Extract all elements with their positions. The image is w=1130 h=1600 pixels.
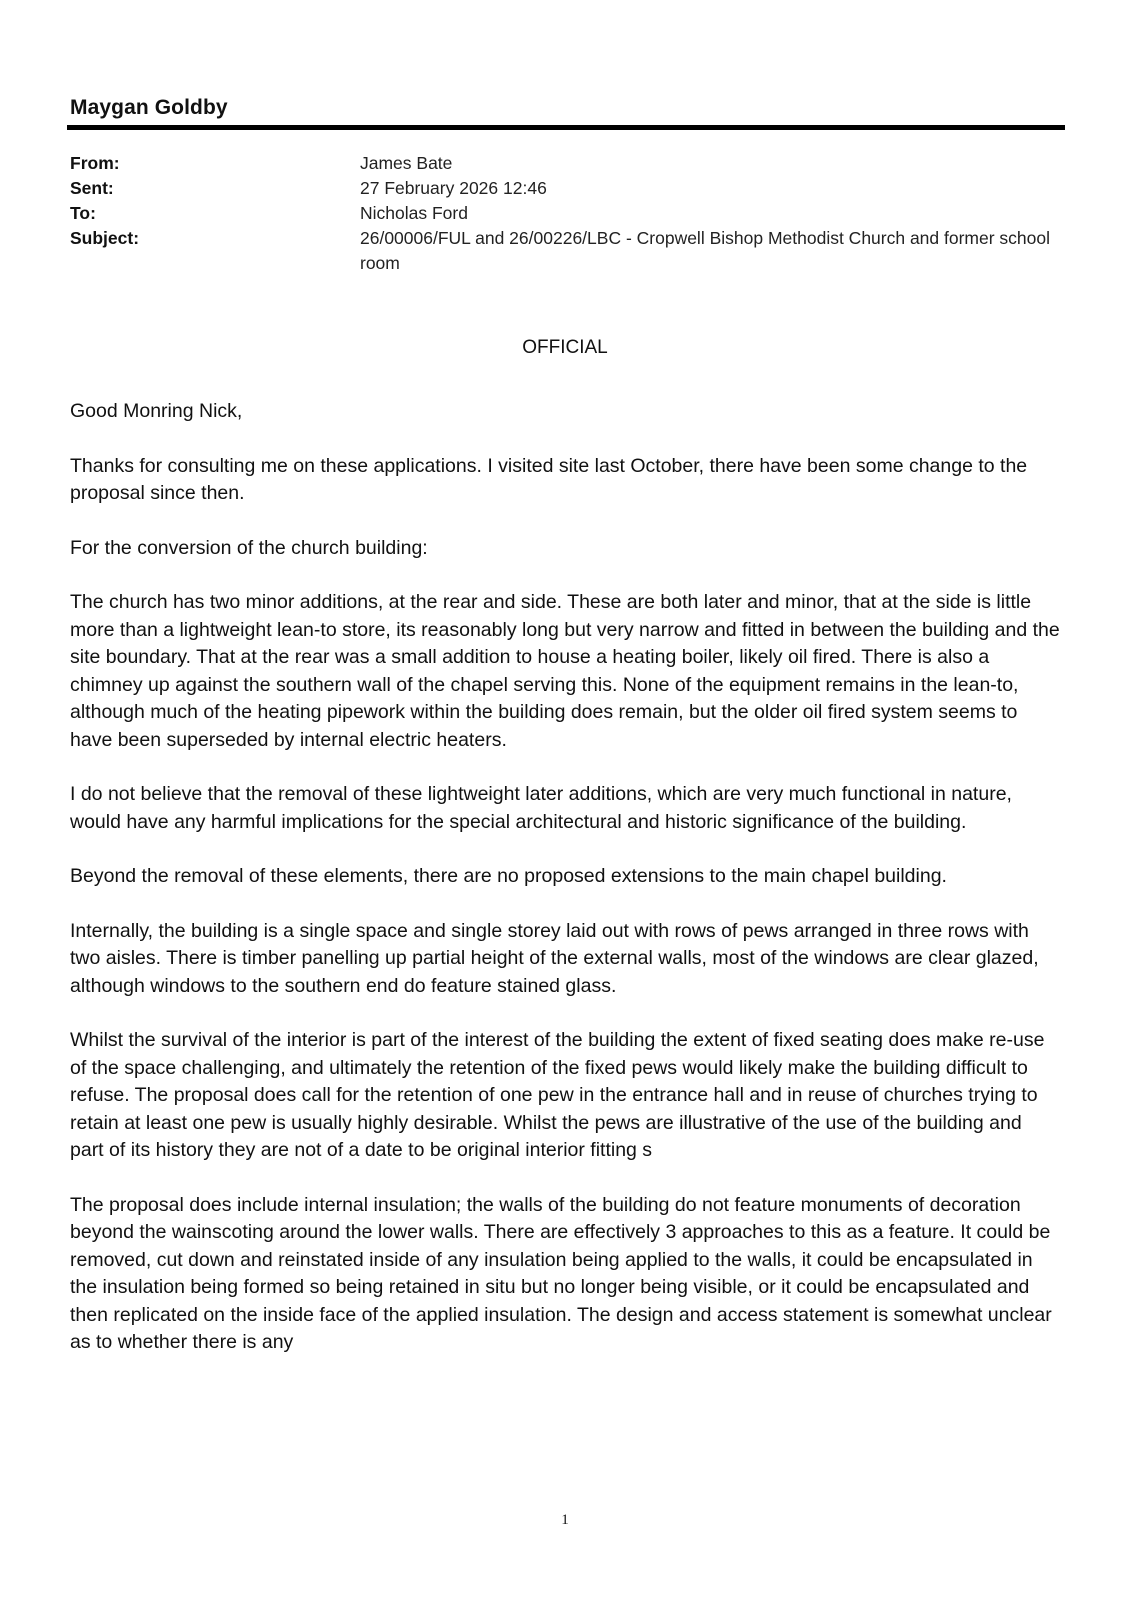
greeting: Good Monring Nick, [70, 400, 243, 422]
from-label: From: [70, 153, 120, 173]
body-paragraph: Whilst the survival of the interior is part of the interest of the building the extent of fixed seating does make re-use of the space challenging, and ultimately the retention of the fixed pews would likely make the building difficult to refuse. The proposal does call for the retention of one pew in the entrance hall and in reuse of churches trying to retain at least one pew is usually highly desirable. Whilst the pews are illustrative of the use of the building and part of its history they are not of a date to be original interior fitting s [70, 1029, 1045, 1161]
to-label: To: [70, 203, 96, 223]
email-sent-row [70, 176, 1060, 201]
body-paragraph: I do not believe that the removal of these lightweight later additions, which are very much functional in nature, would have any harmful implications for the special architectural and historic significance of the building. [70, 783, 1012, 833]
email-from-row [70, 151, 1060, 176]
body-paragraph: Beyond the removal of these elements, there are no proposed extensions to the main chapel building. [70, 865, 947, 887]
body-paragraph: Internally, the building is a single space and single storey laid out with rows of pews arranged in three rows with two aisles. There is timber panelling up partial height of the external walls, most of the windows are clear glazed, although windows to the southern end do feature stained glass. [70, 919, 1039, 997]
to-value: Nicholas Ford [360, 203, 468, 223]
email-header [70, 151, 1060, 276]
mailbox-owner-name: Maygan Goldby [70, 96, 228, 119]
email-body [70, 398, 1060, 1357]
classification-marking: OFFICIAL [522, 337, 608, 358]
email-subject-row [70, 226, 1060, 276]
page-number: 1 [561, 1512, 569, 1528]
header-divider [67, 125, 1065, 130]
body-paragraph: For the conversion of the church building: [70, 536, 428, 559]
from-value: James Bate [360, 153, 453, 173]
sent-value: 27 February 2026 12:46 [360, 178, 547, 198]
subject-value: 26/00006/FUL and 26/00226/LBC - Cropwell Bishop Methodist Church and former school room [360, 228, 1051, 273]
body-paragraph: The proposal does include internal insulation; the walls of the building do not feature monuments of decoration beyond the wainscoting around the lower walls. There are effectively 3 approaches to this as a feature. It could be removed, cut down and reinstated inside of any insulation being applied to the walls, it could be encapsulated in the insulation being formed so being retained in situ but no longer being visible, or it could be encapsulated and then replicated on the inside face of the applied insulation. The design and access statement is somewhat unclear as to whether there is any [70, 1193, 1052, 1353]
body-paragraph: The church has two minor additions, at the rear and side. These are both later and minor, that at the side is little more than a lightweight lean-to store, its reasonably long but very narrow and fitted in between the building and the site boundary. That at the rear was a small addition to house a heating boiler, likely oil fired. There is also a chimney up against the southern wall of the chapel serving this. None of the equipment remains in the lean-to, although much of the heating pipework within the building does remain, but the older oil fired system seems to have been superseded by internal electric heaters. [70, 591, 1060, 751]
email-to-row [70, 201, 1060, 226]
subject-label: Subject: [70, 228, 140, 248]
sent-label: Sent: [70, 178, 114, 198]
body-paragraph: Thanks for consulting me on these applications. I visited site last October, there have been some change to the proposal since then. [70, 454, 1028, 504]
